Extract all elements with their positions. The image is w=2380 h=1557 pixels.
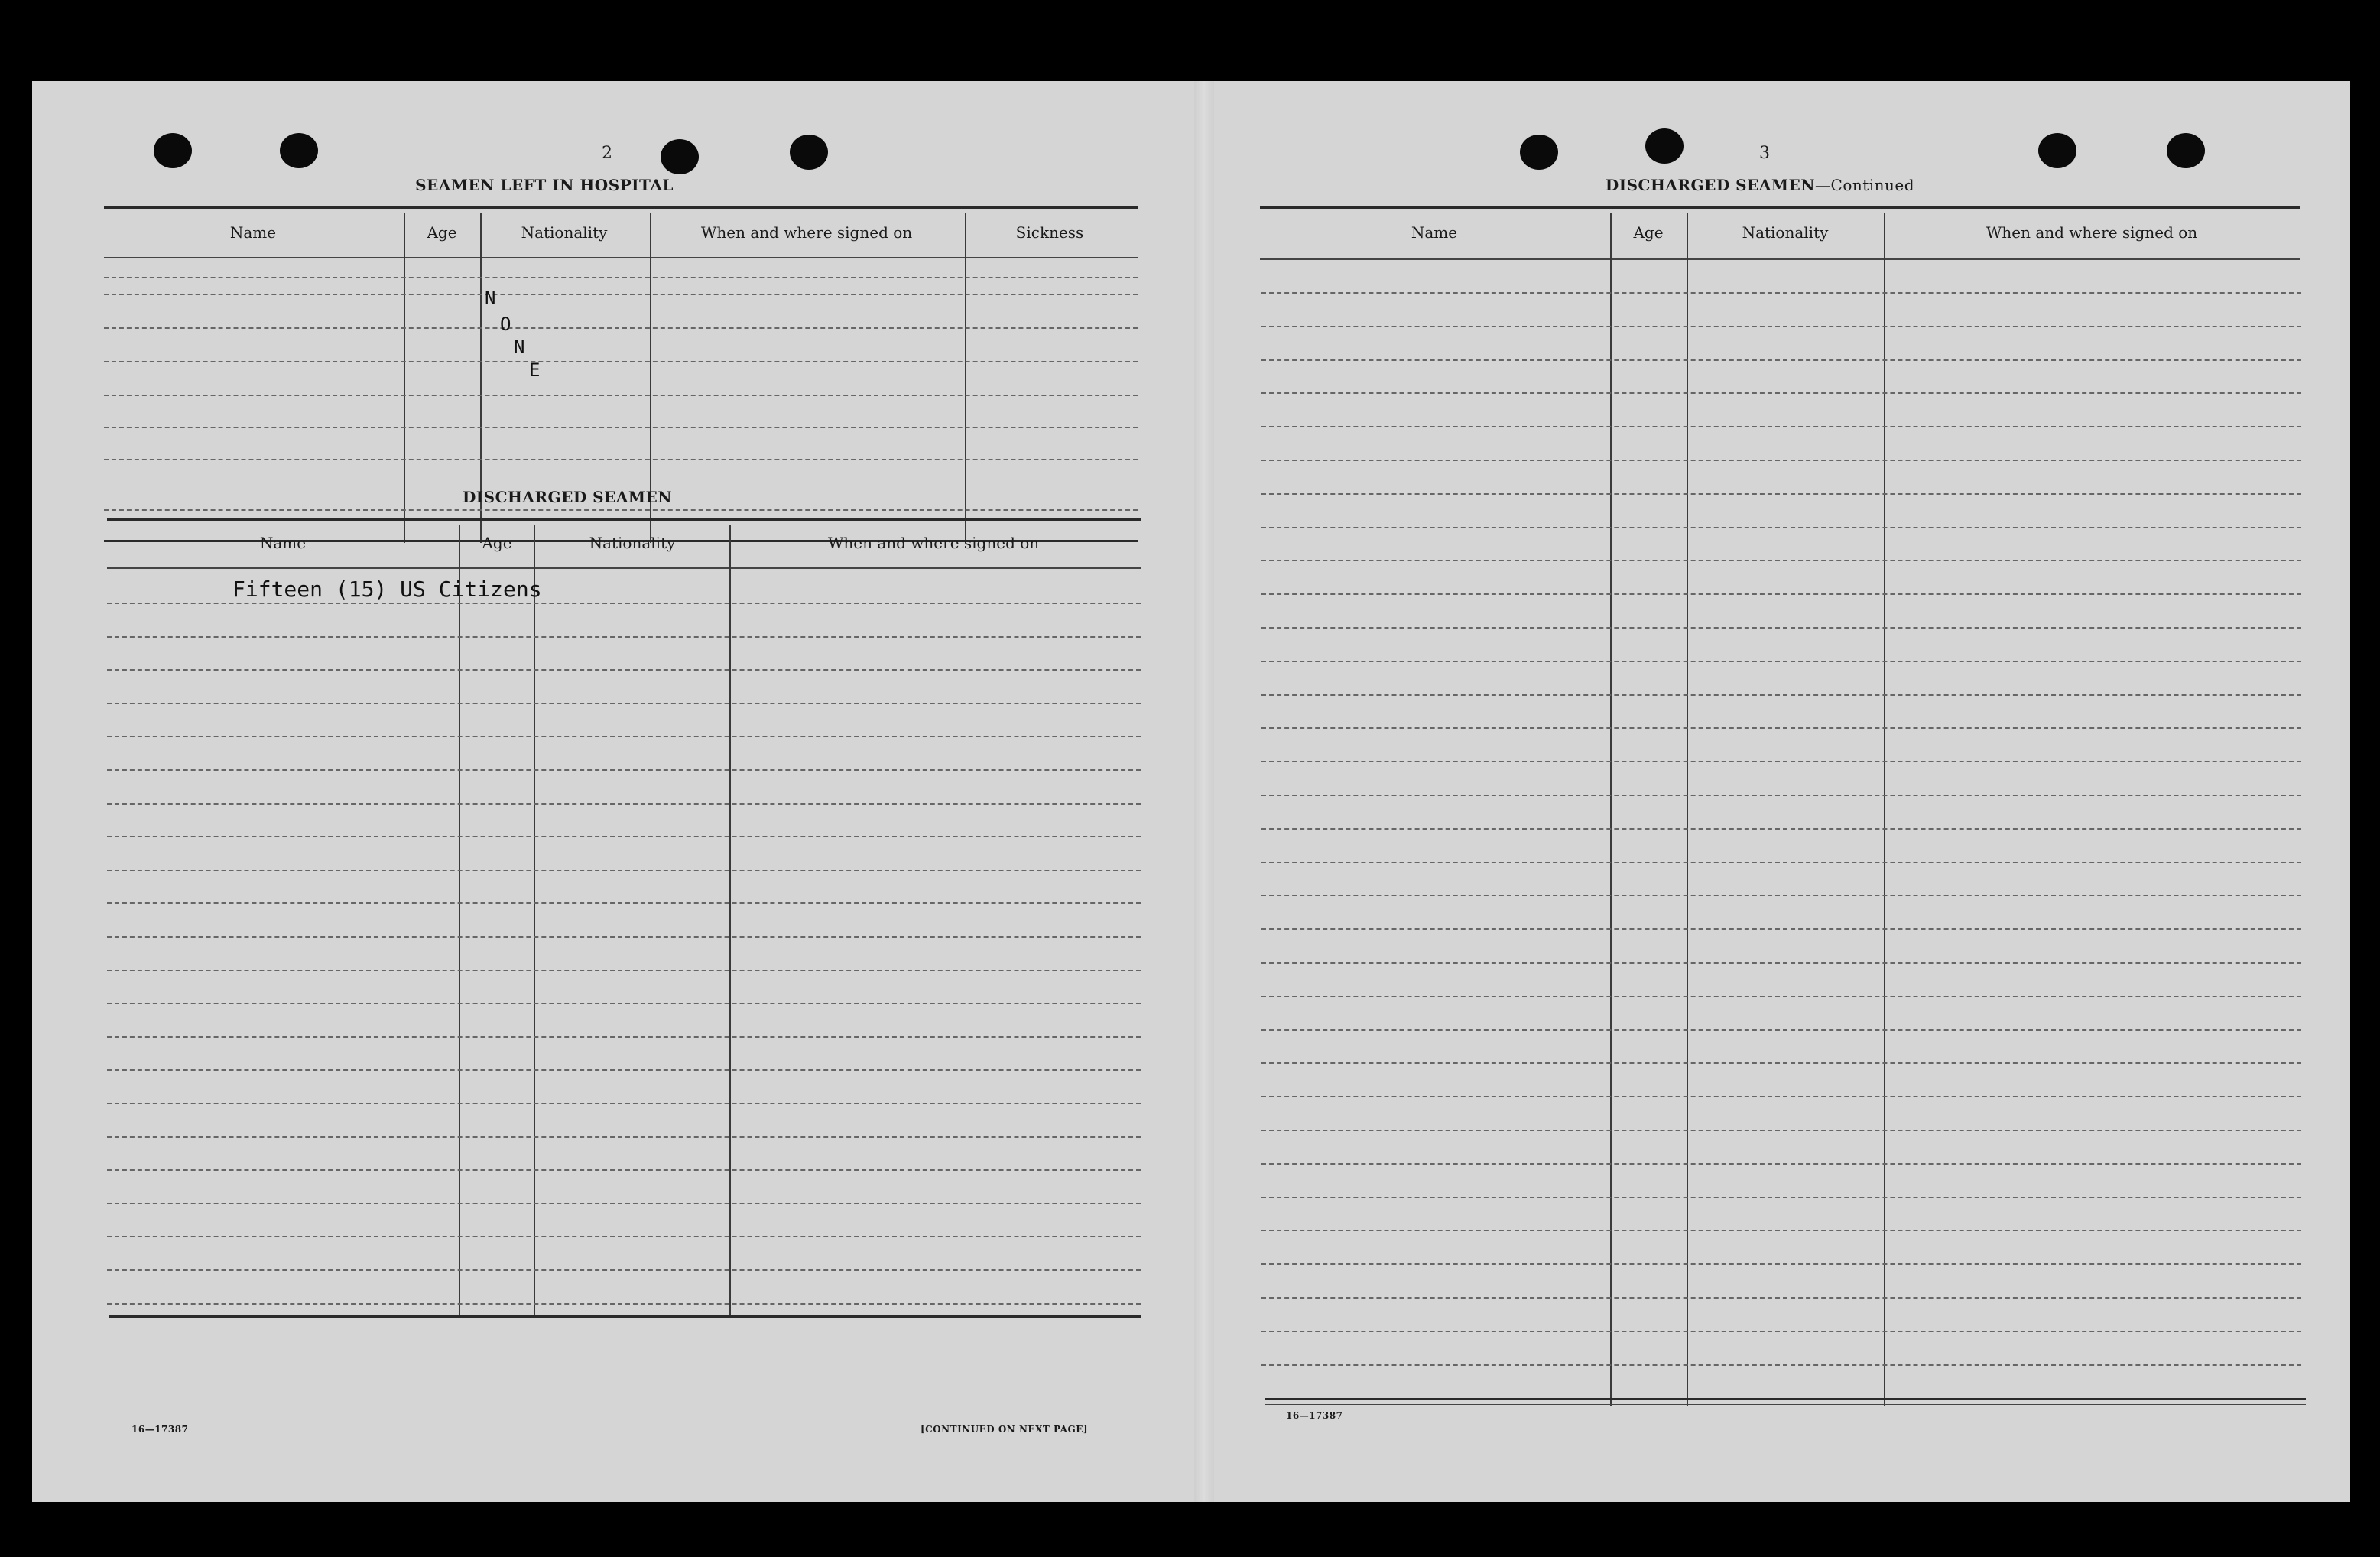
entry-line bbox=[1261, 392, 2301, 394]
entry-line bbox=[1261, 426, 2301, 427]
entry-line bbox=[1261, 1230, 2301, 1231]
entry-line bbox=[107, 803, 1141, 805]
continued-note: [CONTINUED ON NEXT PAGE] bbox=[921, 1424, 1089, 1435]
entry-line bbox=[107, 902, 1141, 904]
entry-line bbox=[1261, 862, 2301, 863]
hospital-col-age: Age bbox=[427, 223, 457, 242]
rule bbox=[104, 257, 1138, 258]
entry-line bbox=[107, 1303, 1141, 1305]
rule bbox=[1260, 206, 2300, 209]
column-divider bbox=[1687, 213, 1688, 1406]
entry-line bbox=[1261, 527, 2301, 528]
page-number-right: 3 bbox=[1759, 144, 1770, 163]
entry-line bbox=[1261, 661, 2301, 662]
entry-line bbox=[1261, 493, 2301, 495]
punch-hole bbox=[2038, 133, 2076, 168]
entry-line bbox=[107, 1269, 1141, 1271]
entry-line bbox=[1261, 560, 2301, 561]
entry-line bbox=[1261, 1163, 2301, 1165]
entry-line bbox=[1261, 359, 2301, 361]
entry-line bbox=[107, 870, 1141, 871]
right-col-age: Age bbox=[1633, 223, 1664, 242]
entry-line bbox=[104, 427, 1138, 428]
column-divider bbox=[534, 525, 535, 1317]
entry-line bbox=[104, 277, 1138, 278]
punch-hole bbox=[1520, 135, 1558, 170]
entry-line bbox=[107, 970, 1141, 971]
entry-line bbox=[1261, 1263, 2301, 1265]
entry-line bbox=[104, 459, 1138, 460]
entry-line bbox=[104, 509, 1138, 511]
column-divider bbox=[404, 213, 405, 543]
column-divider bbox=[1610, 213, 1612, 1406]
entry-line bbox=[1261, 962, 2301, 964]
entry-line bbox=[1261, 928, 2301, 930]
entry-line bbox=[1261, 593, 2301, 595]
document-sheet bbox=[32, 81, 2350, 1502]
entry-line bbox=[1261, 828, 2301, 830]
title-continued: —Continued bbox=[1815, 176, 1915, 194]
entry-line bbox=[104, 395, 1138, 396]
discharged-entry: Fifteen (15) US Citizens bbox=[232, 577, 542, 602]
discharged-col-nationality: Nationality bbox=[589, 534, 676, 552]
hospital-col-nationality: Nationality bbox=[521, 223, 608, 242]
rule bbox=[104, 206, 1138, 209]
entry-line bbox=[107, 1103, 1141, 1104]
column-divider bbox=[1884, 213, 1885, 1406]
entry-line bbox=[1261, 1062, 2301, 1064]
entry-line bbox=[1261, 795, 2301, 796]
discharged-col-name: Name bbox=[259, 534, 307, 552]
title-main: DISCHARGED SEAMEN bbox=[1605, 176, 1816, 194]
entry-line bbox=[107, 1069, 1141, 1071]
page-number-left: 2 bbox=[602, 144, 612, 163]
hospital-col-name: Name bbox=[229, 223, 277, 242]
rule bbox=[107, 567, 1141, 569]
hospital-col-sickness: Sickness bbox=[1015, 223, 1084, 242]
rule bbox=[109, 1315, 1141, 1318]
entry-line bbox=[104, 327, 1138, 329]
entry-line bbox=[107, 1036, 1141, 1038]
entry-line bbox=[1261, 1297, 2301, 1299]
entry-line bbox=[1261, 1096, 2301, 1097]
stamp-letter: N bbox=[514, 336, 525, 358]
entry-line bbox=[1261, 1029, 2301, 1031]
page-fold bbox=[1194, 81, 1214, 1502]
entry-line bbox=[107, 936, 1141, 938]
rule bbox=[107, 518, 1141, 521]
entry-line bbox=[107, 836, 1141, 837]
rule bbox=[1265, 1398, 2306, 1400]
entry-line bbox=[1261, 761, 2301, 762]
entry-line bbox=[1261, 1130, 2301, 1131]
entry-line bbox=[107, 669, 1141, 671]
right-col-nationality: Nationality bbox=[1742, 223, 1829, 242]
entry-line bbox=[1261, 627, 2301, 629]
hospital-section-title: SEAMEN LEFT IN HOSPITAL bbox=[415, 176, 674, 194]
punch-hole bbox=[1645, 128, 1684, 164]
punch-hole bbox=[661, 139, 699, 174]
entry-line bbox=[107, 603, 1141, 604]
entry-line bbox=[107, 1003, 1141, 1004]
stamp-letter: O bbox=[500, 314, 511, 335]
stamp-letter: E bbox=[529, 359, 541, 381]
entry-line bbox=[104, 294, 1138, 295]
discharged-col-age: Age bbox=[482, 534, 512, 552]
entry-line bbox=[1261, 727, 2301, 729]
entry-line bbox=[1261, 694, 2301, 696]
column-divider bbox=[729, 525, 731, 1317]
column-divider bbox=[965, 213, 966, 543]
entry-line bbox=[1261, 996, 2301, 997]
form-code-right: 16—17387 bbox=[1286, 1410, 1343, 1421]
rule bbox=[1260, 258, 2300, 260]
punch-hole bbox=[280, 133, 318, 168]
rule bbox=[1265, 1404, 2306, 1405]
discharged-col-signed-on: When and where signed on bbox=[827, 534, 1040, 552]
discharged-section-title: DISCHARGED SEAMEN bbox=[462, 488, 673, 506]
entry-line bbox=[1261, 895, 2301, 896]
punch-hole bbox=[2167, 133, 2205, 168]
entry-line bbox=[1261, 460, 2301, 461]
entry-line bbox=[107, 1136, 1141, 1138]
entry-line bbox=[107, 1236, 1141, 1237]
entry-line bbox=[107, 1203, 1141, 1204]
punch-hole bbox=[154, 133, 192, 168]
entry-line bbox=[107, 703, 1141, 704]
entry-line bbox=[1261, 1364, 2301, 1366]
entry-line bbox=[107, 769, 1141, 771]
entry-line bbox=[1261, 326, 2301, 327]
entry-line bbox=[107, 736, 1141, 737]
column-divider bbox=[459, 525, 460, 1317]
entry-line bbox=[107, 636, 1141, 638]
discharged-continued-title bbox=[1546, 176, 1974, 194]
right-col-signed-on: When and where signed on bbox=[1985, 223, 2198, 242]
entry-line bbox=[1261, 1331, 2301, 1332]
entry-line bbox=[104, 361, 1138, 362]
entry-line bbox=[1261, 292, 2301, 294]
hospital-col-signed-on: When and where signed on bbox=[700, 223, 913, 242]
form-code-left: 16—17387 bbox=[132, 1424, 189, 1435]
punch-hole bbox=[790, 135, 828, 170]
right-col-name: Name bbox=[1411, 223, 1458, 242]
entry-line bbox=[107, 1169, 1141, 1171]
entry-line bbox=[1261, 1197, 2301, 1198]
stamp-letter: N bbox=[485, 288, 496, 309]
